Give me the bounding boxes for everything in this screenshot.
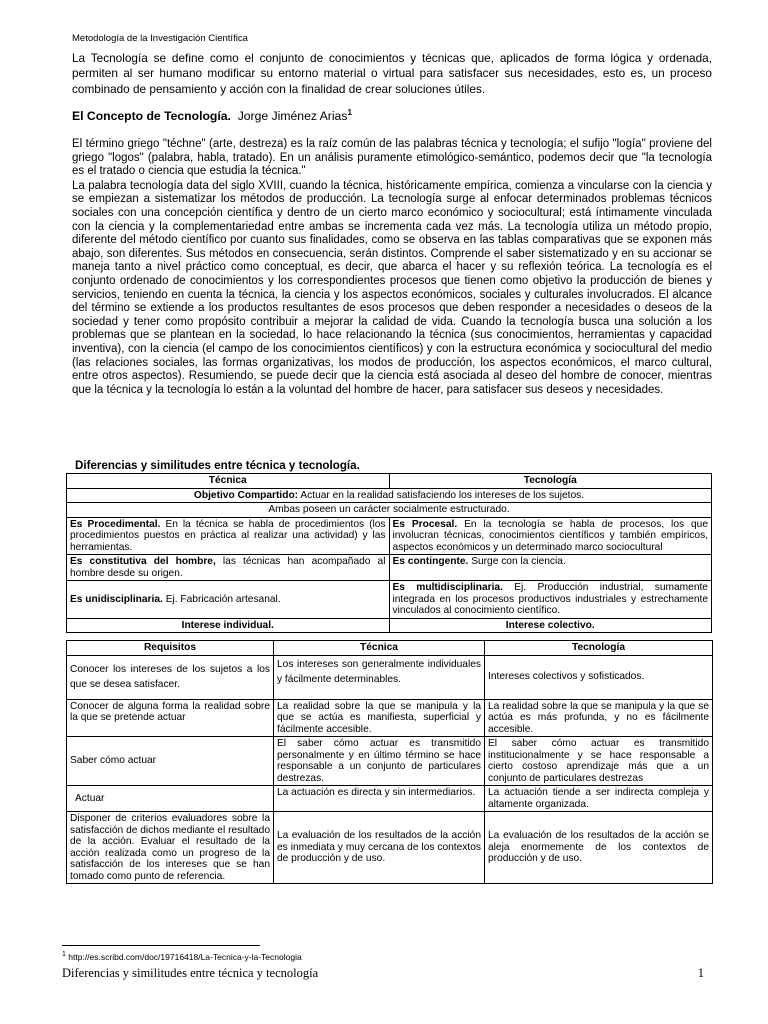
table-cell: Conocer los intereses de los sujetos a los que se desea satisfacer. [67,655,274,699]
table-cell: El saber cómo actuar es transmitido personalmente y en último término se hace responsable a un conjunto de particulares destrezas. [274,737,485,786]
intro-paragraph: La Tecnología se define como el conjunto de conocimientos y técnicas que, aplicados de forma lógica y ordenada, permiten al ser humano modificar su entorno material o virtual para satisfacer sus necesidades, esto es, un proceso combinado de pensamiento y acción con la finalidad de crear soluciones útiles. [72,51,712,96]
table-row [67,699,713,737]
cell-text: Ej. Producción industrial, sumamente integrada en los procesos productivos industriales y estrechamente vinculados al conocimiento científico. [392,582,708,616]
table-row [67,812,713,884]
interes-colectivo: Interese colectivo. [389,618,712,633]
table-cell: Disponer de criterios evaluadores sobre la satisfacción de dichos mediante el resultado de la acción. Evaluar el resultado de la acción realizada como un progreso de la satisfacción de los intereses que se han tomado como punto de referencia. [67,812,274,884]
footnote-ref[interactable]: 1 [347,108,352,117]
cell-label: Es constitutiva del hombre, [70,556,216,567]
page-number: 1 [697,966,704,980]
cell-text: las técnicas han acompañado al hombre desde su origen. [70,556,386,579]
table-cell: La realidad sobre la que se manipula y la que se actúa es más profunda, y no es fácilmente accesible. [485,699,713,737]
footnote-link[interactable]: http://es.scribd.com/doc/19716418/La-Tecnica-y-la-Tecnologia [68,951,302,962]
cell-text: En la tecnología se habla de procesos, los que involucran técnicas, conocimientos científicos y también empíricos, aspectos económicos y un determinado marco sociocultural [392,518,708,553]
table-cell: Actuar [67,786,274,812]
heading-author: Jorge Jiménez Arias [237,109,348,124]
heading-title: El Concepto de Tecnología. [72,109,231,124]
interes-individual: Interese individual. [67,618,390,633]
table-row [67,786,713,812]
table-cell: La actuación es directa y sin intermediarios. [274,786,485,812]
table-cell: La evaluación de los resultados de la acción es inmediata y muy cercana de los contextos de producción y de uso. [274,812,485,884]
section-heading [72,108,352,123]
header-tecnologia: Tecnología [485,641,713,656]
cell-procedimental [67,517,390,555]
cell-contingente [389,555,712,581]
table-row-common [67,503,712,518]
footnote-divider [62,945,260,946]
table-cell: La realidad sobre la que se manipula y la que se actúa es manifiesta, superficial y fácilmente accesible. [274,699,485,737]
table-cell: Conocer de alguna forma la realidad sobre la que se pretende actuar [67,699,274,737]
body-text [72,138,712,397]
table-cell: La actuación tiende a ser indirecta compleja y altamente organizada. [485,786,713,812]
footer-title: Diferencias y similitudes entre técnica y tecnología [62,966,319,980]
table-cell: El saber cómo actuar es transmitido institucionalmente y se hace responsable a cierto costoso aprendizaje más que a un conjunto de particulares destrezas [485,737,713,786]
table-row [67,517,712,555]
table-row-interest [67,618,712,633]
cell-text: Surge con la ciencia. [471,556,566,567]
table-title: Diferencias y similitudes entre técnica y tecnología. [75,459,360,472]
cell-unidisciplinaria [67,581,390,619]
cell-label: Es Procesal. [392,518,458,530]
paragraph-etymology: El término griego "téchne" (arte, destreza) es la raíz común de las palabras técnica y tecnología; el sufijo "logía" proviene del griego "logos" (palabra, habla, tratado). En un análisis puramente etimológico-semántico, podemos decir que "la tecnología es el tratado o ciencia que estudia la técnica." [72,138,712,178]
header-tecnica: Técnica [67,474,390,489]
header-requisitos: Requisitos [67,641,274,656]
table-cell: Los intereses son generalmente individuales y fácilmente determinables. [274,655,485,699]
common-character: Ambas poseen un carácter socialmente estructurado. [67,503,712,518]
table-row [67,737,713,786]
requirements-table [66,640,713,884]
comparison-table [66,473,712,633]
table-row [67,655,713,699]
cell-label: Es contingente. [392,556,469,567]
cell-constitutiva [67,555,390,581]
footnote-number: 1 [62,951,66,958]
footnote [62,951,302,962]
shared-objective [67,488,712,503]
header-tecnica: Técnica [274,641,485,656]
objective-label: Objetivo Compartido: [193,489,299,501]
table-cell: Saber cómo actuar [67,737,274,786]
header-tecnologia: Tecnología [389,474,712,489]
cell-text: Ej. Fabricación artesanal. [165,593,281,605]
cell-label: Es unidisciplinaria. [70,593,163,605]
table-header-row [67,641,713,656]
cell-text: En la técnica se habla de procedimientos (los procedimientos puestos en práctica al realizar una actividad) y las herramientas. [70,518,386,553]
running-footer [62,966,702,981]
table-row [67,581,712,619]
table-cell: La evaluación de los resultados de la acción se aleja enormemente de los contextos de producción y de uso. [485,812,713,884]
table-cell: Intereses colectivos y sofisticados. [485,655,713,699]
table-header-row [67,474,712,489]
table-row-objective [67,488,712,503]
cell-multidisciplinaria [389,581,712,619]
cell-procesal [389,517,712,555]
objective-text: Actuar en la realidad satisfaciendo los intereses de los sujetos. [300,489,585,501]
cell-label: Es Procedimental. [70,518,161,530]
running-header: Metodología de la Investigación Científica [72,33,248,44]
paragraph-history: La palabra tecnología data del siglo XVIII, cuando la técnica, históricamente empírica, comienza a vincularse con la ciencia y se empiezan a sistematizar los métodos de producción. La tecnología surge al enfocar determinados problemas técnicos sociales con una concepción científica y dentro de un cierto marco económico y sociocultural; está íntimamente vinculada con la ciencia y la complementariedad entre ambas se incrementa cada vez más. La tecnología utiliza un método propio, diferente del método científico por cuanto sus finalidades, como se observa en las tablas comparativas que se exponen más abajo, son diferentes. Sus métodos en consecuencia, serán distintos. Comprende el saber sistematizado y en su accionar se maneja tanto a nivel práctico como conceptual, es decir, que abarca el hacer y su reflexión teórica. La tecnología es el conjunto ordenado de conocimientos y los correspondientes procesos que tienen como objetivo la producción de bienes y servicios, teniendo en cuenta la técnica, la ciencia y los aspectos económicos, sociales y culturales involucrados. El alcance del término se extiende a los productos resultantes de esos procesos que deben responder a necesidades o deseos de la sociedad y tener como propósito contribuir a mejorar la calidad de vida. Cuando la tecnología busca una solución a los problemas que se plantean en la sociedad, lo hace relacionando la técnica (sus conocimientos, herramientas y capacidad inventiva), con la ciencia (el campo de los conocimientos científicos) y con la estructura económica y sociocultural del medio (las relaciones sociales, las formas organizativas, los modos de producción, los aspectos económicos, el marco cultural, entre otros aspectos). Resumiendo, se puede decir que la ciencia está asociada al deseo del hombre de conocer, mientras que la técnica y la tecnología lo están a la voluntad del hombre de hacer, para satisfacer sus deseos y necesidades. [72,179,712,396]
table-row [67,555,712,581]
cell-label: Es multidisciplinaria. [392,582,503,593]
